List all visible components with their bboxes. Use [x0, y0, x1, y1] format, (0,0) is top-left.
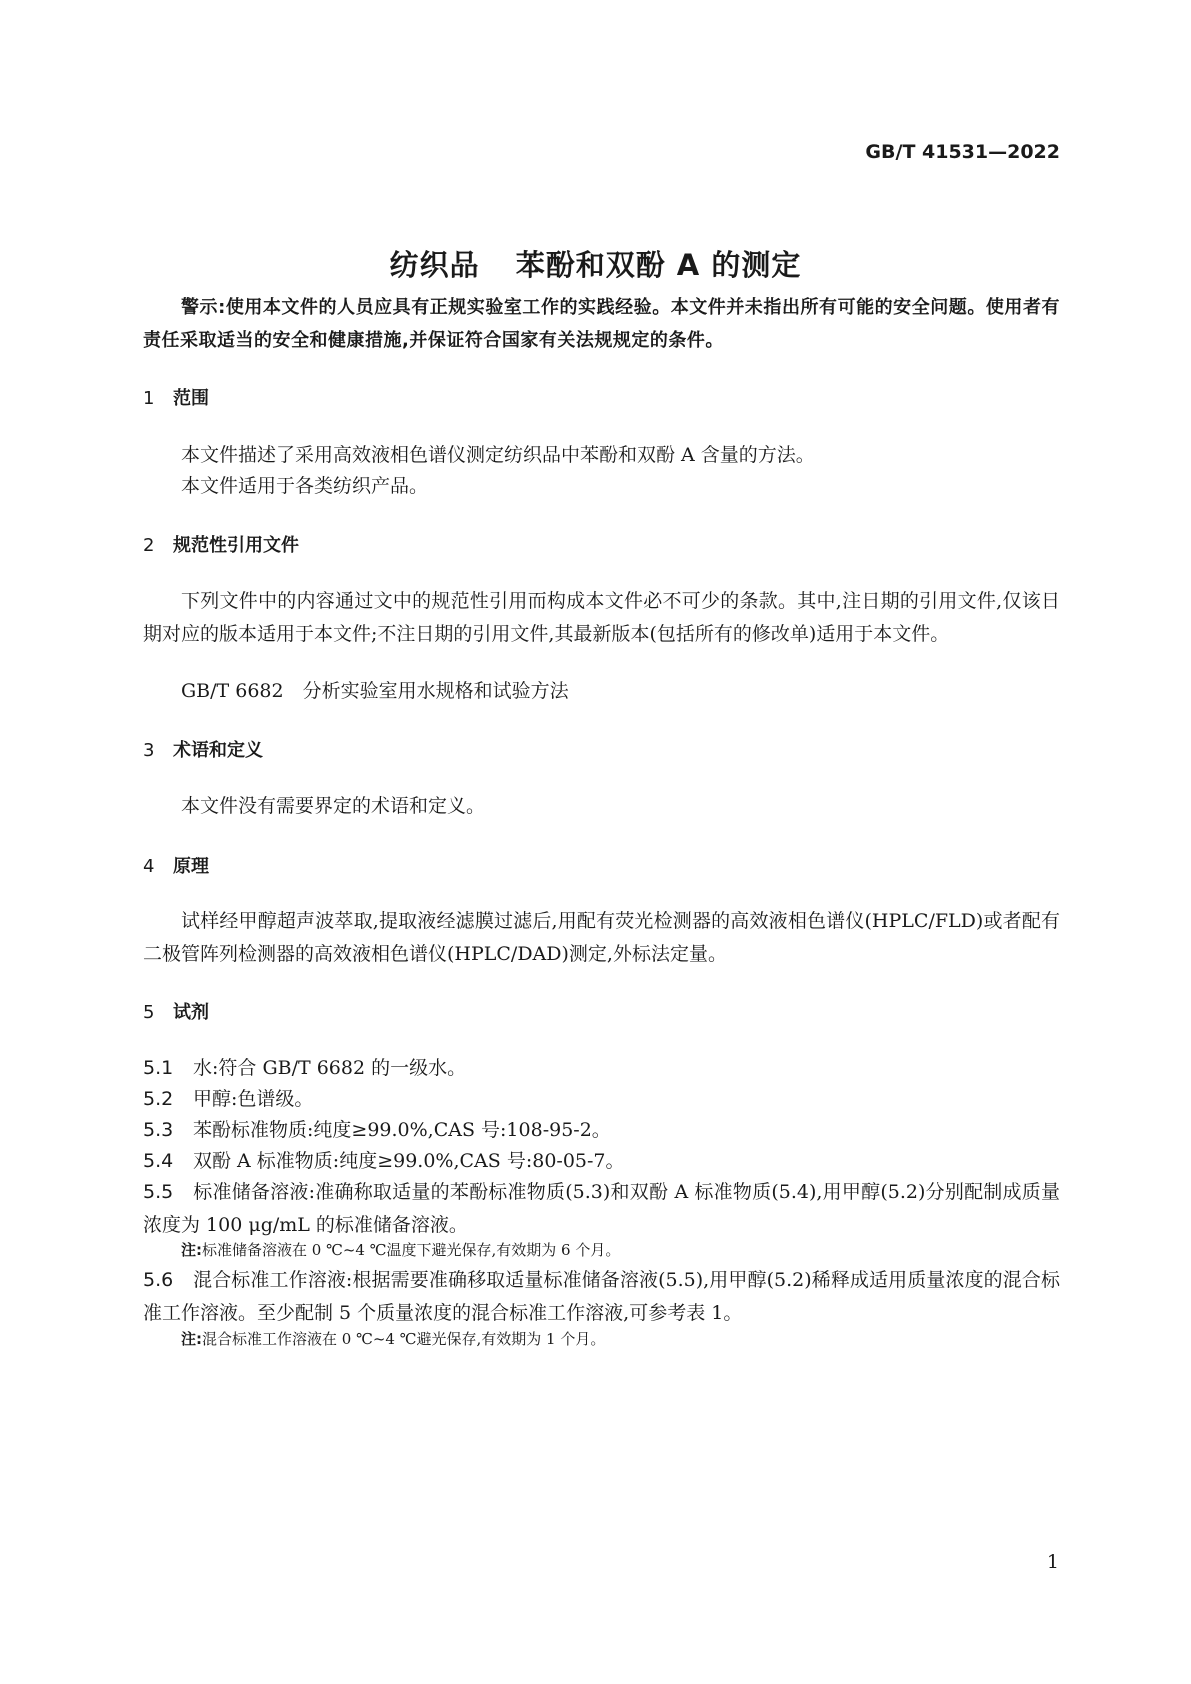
section-4-title: 原理 [173, 856, 209, 877]
clause-text: 混合标准工作溶液:根据需要准确移取适量标准储备溶液(5.5),用甲醇(5.2)稀释成适用质量浓度的混合标准工作溶液。至少配制 5 个质量浓度的混合标准工作溶液,可参考表 1。 [143, 1269, 1060, 1324]
note-5-6 [181, 1328, 605, 1349]
clause-number: 5.5 [143, 1181, 174, 1203]
clause-text: 苯酚标准物质:纯度≥99.0%,CAS 号:108-95-2。 [193, 1119, 611, 1141]
section-1-heading [143, 384, 209, 410]
note-text: 标准储备溶液在 0 ℃~4 ℃温度下避光保存,有效期为 6 个月。 [202, 1241, 621, 1259]
clause-number: 5.4 [143, 1150, 174, 1172]
note-text: 混合标准工作溶液在 0 ℃~4 ℃避光保存,有效期为 1 个月。 [202, 1330, 606, 1348]
clause-5-1 [143, 1052, 1060, 1085]
clause-5-2 [143, 1083, 1060, 1116]
section-4-paragraph: 试样经甲醇超声波萃取,提取液经滤膜过滤后,用配有荧光检测器的高效液相色谱仪(HPLC/FLD)或者配有二极管阵列检测器的高效液相色谱仪(HPLC/DAD)测定,外标法定量。 [143, 910, 1060, 965]
section-2-number: 2 [143, 535, 155, 556]
section-5-number: 5 [143, 1002, 155, 1023]
warning-text: 警示:使用本文件的人员应具有正规实验室工作的实践经验。本文件并未指出所有可能的安全问题。使用者有责任采取适当的安全和健康措施,并保证符合国家有关法规规定的条件。 [143, 297, 1060, 351]
clause-number: 5.3 [143, 1119, 174, 1141]
document-title [0, 243, 1191, 284]
section-2-paragraph: 下列文件中的内容通过文中的规范性引用而构成本文件必不可少的条款。其中,注日期的引用文件,仅该日期对应的版本适用于本文件;不注日期的引用文件,其最新版本(包括所有的修改单)适用于本文件。 [143, 590, 1060, 645]
section-3-paragraph: 本文件没有需要界定的术语和定义。 [181, 795, 486, 817]
note-5-5 [181, 1239, 620, 1260]
page-number: 1 [1046, 1551, 1059, 1573]
title-part-1: 纺织品 [389, 248, 480, 282]
section-5-title: 试剂 [173, 1002, 209, 1023]
section-4-number: 4 [143, 856, 155, 877]
clause-5-6 [143, 1264, 1060, 1330]
section-5-heading [143, 998, 209, 1024]
section-3-heading [143, 736, 263, 762]
section-1-paragraph-2: 本文件适用于各类纺织产品。 [181, 475, 429, 497]
clause-text: 水:符合 GB/T 6682 的一级水。 [193, 1057, 467, 1079]
section-1-number: 1 [143, 388, 155, 409]
section-3-title: 术语和定义 [173, 740, 263, 761]
document-id: GB/T 41531—2022 [865, 141, 1060, 163]
section-4-heading [143, 852, 209, 878]
clause-5-3 [143, 1114, 1060, 1147]
section-2-title: 规范性引用文件 [173, 535, 299, 556]
section-2-heading [143, 531, 299, 557]
section-1-title: 范围 [173, 388, 209, 409]
note-label: 注: [181, 1241, 202, 1259]
clause-number: 5.1 [143, 1057, 174, 1079]
section-1-paragraph-1: 本文件描述了采用高效液相色谱仪测定纺织品中苯酚和双酚 A 含量的方法。 [181, 444, 815, 466]
section-3-number: 3 [143, 740, 155, 761]
title-part-2: 苯酚和双酚 A 的测定 [515, 248, 802, 282]
clause-5-4 [143, 1145, 1060, 1178]
clause-5-5 [143, 1176, 1060, 1242]
clause-text: 标准储备溶液:准确称取适量的苯酚标准物质(5.3)和双酚 A 标准物质(5.4),用甲醇(5.2)分别配制成质量浓度为 100 μg/mL 的标准储备溶液。 [143, 1181, 1060, 1236]
clause-number: 5.2 [143, 1088, 174, 1110]
normative-reference: GB/T 6682 分析实验室用水规格和试验方法 [181, 680, 569, 702]
clause-text: 甲醇:色谱级。 [193, 1088, 314, 1110]
clause-number: 5.6 [143, 1269, 174, 1291]
note-label: 注: [181, 1330, 202, 1348]
clause-text: 双酚 A 标准物质:纯度≥99.0%,CAS 号:80-05-7。 [193, 1150, 625, 1172]
